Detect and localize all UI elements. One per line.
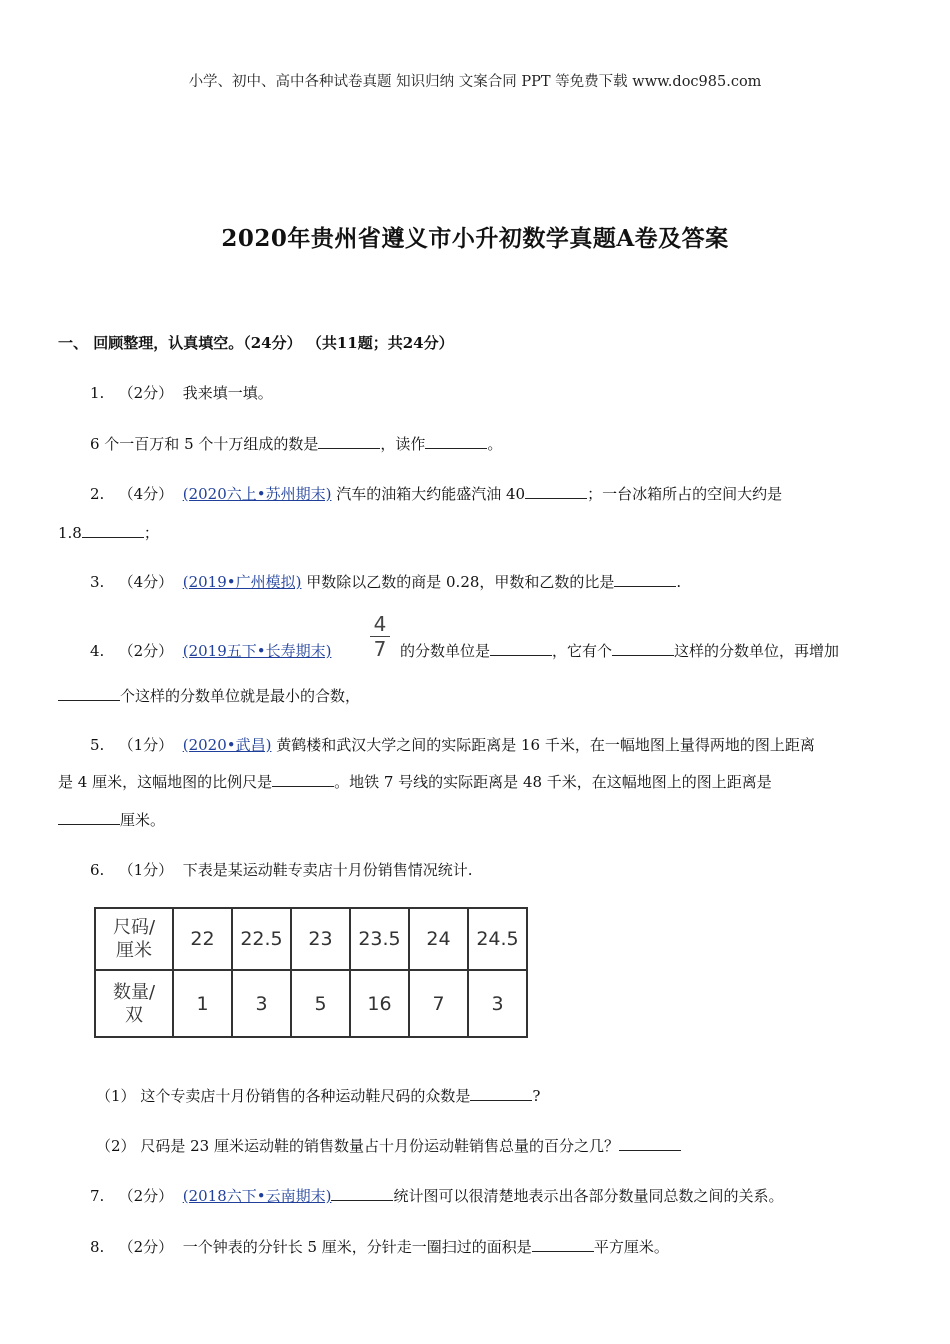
table-cell: 23: [291, 908, 350, 970]
q5-score: （1分）: [118, 736, 174, 754]
table-header-count: [95, 970, 173, 1037]
fraction-numerator: 4: [373, 612, 387, 636]
table-row-sizes: [95, 908, 527, 970]
q5-number: 5.: [90, 736, 105, 754]
q4-line1-rest: [400, 641, 839, 661]
answer-blank[interactable]: [82, 523, 144, 538]
q1-text-c: 。: [487, 435, 503, 453]
header-line-2: 双: [125, 1004, 143, 1026]
q1-line2: [90, 434, 502, 454]
table-cell: 22.5: [232, 908, 291, 970]
fraction-four-sevenths: [368, 613, 392, 660]
question-1: [90, 383, 273, 403]
q6-sub1-text-b: ?: [532, 1087, 541, 1105]
q2-text-b: ；一台冰箱所占的空间大约是: [587, 485, 783, 503]
q7-source-link[interactable]: (2018六下•云南期末): [182, 1187, 332, 1205]
q8-score: （2分）: [118, 1238, 174, 1256]
table-cell: 22: [173, 908, 232, 970]
q3-text-a: 甲数除以乙数的商是 0.28，甲数和乙数的比是: [306, 573, 615, 591]
answer-blank[interactable]: [58, 810, 120, 825]
answer-blank[interactable]: [318, 434, 380, 449]
answer-blank[interactable]: [272, 772, 334, 787]
table-cell: 3: [468, 970, 527, 1037]
q2-number: 2.: [90, 485, 105, 503]
q3-text-b: .: [676, 573, 682, 591]
q7-number: 7.: [90, 1187, 105, 1205]
q6-sub-1: [96, 1086, 540, 1106]
table-cell: 3: [232, 970, 291, 1037]
q8-text-b: 平方厘米。: [593, 1238, 669, 1256]
table-cell: 7: [409, 970, 468, 1037]
q6-number: 6.: [90, 861, 105, 879]
q1-number: 1.: [90, 384, 105, 402]
answer-blank[interactable]: [425, 434, 487, 449]
table-cell: 5: [291, 970, 350, 1037]
q4-source-link[interactable]: (2019五下•长寿期末): [182, 642, 332, 660]
fraction-denominator: 7: [373, 637, 387, 661]
question-3: [90, 572, 681, 592]
table-cell: 23.5: [350, 908, 409, 970]
header-line-1: 尺码/: [112, 917, 156, 938]
q2-source-link[interactable]: (2020六上•苏州期末): [182, 485, 332, 503]
question-7: [90, 1186, 783, 1206]
header-line-2: 厘米: [116, 940, 152, 961]
q2-text-c: 1.8: [58, 524, 82, 542]
table-header-size: [95, 908, 173, 970]
answer-blank[interactable]: [331, 1186, 393, 1201]
q6-score: （1分）: [118, 861, 174, 879]
q4-text-a: 的分数单位是: [400, 642, 491, 660]
question-4: [90, 641, 331, 661]
q4-line2: [58, 686, 360, 706]
q5-line2: [58, 772, 772, 792]
q4-text-b: ，它有个: [552, 642, 613, 660]
q4-text-c: 这样的分数单位，再增加: [674, 642, 840, 660]
answer-blank[interactable]: [58, 686, 120, 701]
q2-text-d: ；: [143, 524, 159, 542]
q3-source-link[interactable]: (2019•广州模拟): [182, 573, 302, 591]
q6-sub1-text-a: 这个专卖店十月份销售的各种运动鞋尺码的众数是: [140, 1087, 471, 1105]
shoe-sales-table: [94, 907, 528, 1038]
q6-text: 下表是某运动鞋专卖店十月份销售情况统计.: [182, 861, 473, 879]
section-heading: 一、 回顾整理，认真填空。（24分） （共11题；共24分）: [58, 334, 454, 352]
q5-text-b: 是 4 厘米，这幅地图的比例尺是: [58, 773, 273, 791]
q5-line3: [58, 810, 165, 830]
q5-text-c: 。地铁 7 号线的实际距离是 48 千米，在这幅地图上的图上距离是: [334, 773, 772, 791]
q3-number: 3.: [90, 573, 105, 591]
table-cell: 16: [350, 970, 409, 1037]
q7-score: （2分）: [118, 1187, 174, 1205]
header-line-1: 数量/: [112, 981, 156, 1003]
q5-text-d: 厘米。: [120, 811, 166, 829]
q2-score: （4分）: [118, 485, 174, 503]
q5-source-link[interactable]: (2020•武昌): [182, 736, 272, 754]
question-6: [90, 860, 473, 880]
q2-line2: [58, 523, 159, 543]
answer-blank[interactable]: [612, 641, 674, 656]
q1-text-a: 6 个一百万和 5 个十万组成的数是: [90, 435, 319, 453]
q1-score: （2分）: [118, 384, 174, 402]
table-cell: 24.5: [468, 908, 527, 970]
q3-score: （4分）: [118, 573, 174, 591]
q6-sub-2: [96, 1136, 681, 1156]
question-2: [90, 484, 782, 504]
page-title: 2020年贵州省遵义市小升初数学真题A卷及答案: [221, 225, 729, 252]
table-cell: 24: [409, 908, 468, 970]
q1-text: 我来填一填。: [182, 384, 273, 402]
q6-sub2-number: （2）: [96, 1137, 136, 1155]
answer-blank[interactable]: [619, 1136, 681, 1151]
question-8: [90, 1237, 669, 1257]
q4-score: （2分）: [118, 642, 174, 660]
answer-blank[interactable]: [470, 1086, 532, 1101]
answer-blank[interactable]: [490, 641, 552, 656]
q6-sub1-number: （1）: [96, 1087, 136, 1105]
q7-text-a: 统计图可以很清楚地表示出各部分数量同总数之间的关系。: [393, 1187, 784, 1205]
q2-text-a: 汽车的油箱大约能盛汽油 40: [336, 485, 526, 503]
q8-number: 8.: [90, 1238, 105, 1256]
question-5: [90, 735, 815, 755]
q4-number: 4.: [90, 642, 105, 660]
answer-blank[interactable]: [525, 484, 587, 499]
q5-text-a: 黄鹤楼和武汉大学之间的实际距离是 16 千米，在一幅地图上量得两地的图上距离: [276, 736, 815, 754]
answer-blank[interactable]: [614, 572, 676, 587]
q1-text-b: ，读作: [380, 435, 426, 453]
table-cell: 1: [173, 970, 232, 1037]
q8-text-a: 一个钟表的分针长 5 厘米，分针走一圈扫过的面积是: [182, 1238, 532, 1256]
q6-sub2-text-a: 尺码是 23 厘米运动鞋的销售数量占十月份运动鞋销售总量的百分之几？: [140, 1137, 619, 1155]
q4-text-d: 个这样的分数单位就是最小的合数，: [120, 687, 361, 705]
table-row-counts: [95, 970, 527, 1037]
answer-blank[interactable]: [532, 1237, 594, 1252]
page-header: 小学、初中、高中各种试卷真题 知识归纳 文案合同 PPT 等免费下载 www.doc985.com: [188, 74, 762, 90]
